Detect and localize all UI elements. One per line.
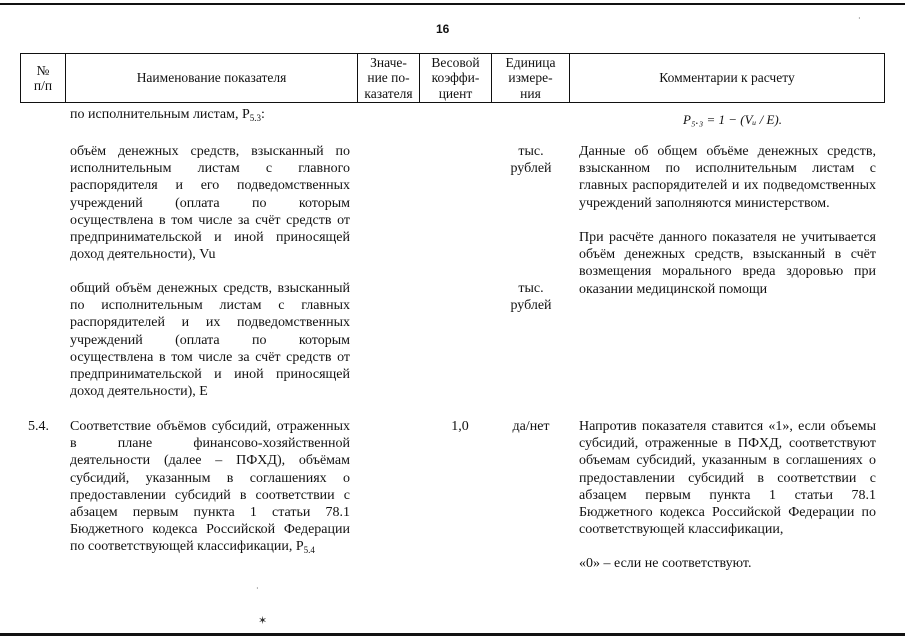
row-5-4-number: 5.4.: [28, 419, 49, 434]
carry-over-sub: 5.3: [249, 113, 262, 123]
row-5-4-unit: да/нет: [512, 419, 550, 434]
row-5-4-comment: Напротив показателя ставится «1», если объемы субсидий, отраженные в ПФХД, соответствуют объемам субсидий, указанным в соглашениях о предоставлении субсидий в соответствии с абзацем первым пункта 1 статьи 78.1 Бюджетного кодекса Российской Федерации по соответствующей классификации,: [579, 419, 876, 538]
carry-over-suffix: :: [261, 107, 265, 122]
top-rule: [0, 3, 905, 5]
header-name-label: Наименование показателя: [136, 70, 287, 86]
bottom-rule: [0, 633, 905, 636]
header-comment-label: Комментарии к расчету: [659, 70, 795, 86]
header-value: [357, 53, 419, 103]
header-weight-line3: циент: [438, 85, 473, 101]
comment-data-source: Данные об общем объёме денежных средств, взысканном по исполнительным листам с главных распорядителей и их подведомственных учреждений заполняются министерством.: [579, 144, 876, 211]
header-unit-line2: измере-: [508, 70, 553, 86]
header-weight-line1: Весовой: [431, 54, 480, 70]
indicator-vu-name: объём денежных средств, взысканный по исполнительным листам с главного распорядителя и его подведомственных учреждений (оплата по которым осуществлена в том числе за счёт средств от предпринимательской и иной приносящей доход деятельности), Vu: [70, 144, 350, 263]
scan-speck: ·: [858, 14, 861, 23]
header-num-line2: п/п: [33, 78, 53, 93]
formula-p53: P₅.₃ = 1 − (Vᵤ / E).: [683, 112, 782, 127]
header-weight: [419, 53, 491, 103]
scan-speck: ·: [256, 584, 259, 593]
indicator-e-name: общий объём денежных средств, взысканный по исполнительным листам с главных распорядителей и их подведомственных учреждений (оплата по которым осуществлена в том числе за счёт средств от предпринимательской и иной приносящей доход деятельности), E: [70, 281, 350, 400]
carry-over-text: [70, 106, 360, 127]
header-unit-line1: Единица: [505, 54, 556, 70]
header-unit: [491, 53, 569, 103]
comment-exclusion: При расчёте данного показателя не учитывается объём денежных средств, взысканный в счёт возмещения морального вреда здоровью при оказании медицинской помощи: [579, 230, 876, 297]
header-num-line1: №: [36, 62, 50, 78]
header-weight-line2: коэффи-: [431, 70, 480, 86]
row-5-4-name-text: Соответствие объёмов субсидий, отраженных в плане финансово-хозяйственной деятельности (далее – ПФХД), объёмам субсидий, указанным в соглашениях о предоставлении субсидий в соответствии с абзацем первым пункта 1 статьи 78.1 Бюджетного кодекса Российской Федерации по соответствующей классификации, P: [70, 419, 350, 555]
page-number: 16: [436, 22, 450, 36]
carry-over-main: по исполнительным листам, P: [70, 107, 250, 122]
header-num: [20, 53, 65, 103]
indicator-e-unit: тыс. рублей: [510, 281, 552, 314]
indicator-vu-unit: тыс. рублей: [510, 144, 552, 177]
header-value-line2: ние по-: [367, 70, 410, 86]
row-5-4-name-sub: 5.4: [303, 545, 315, 556]
header-unit-line3: ния: [520, 85, 541, 101]
row-5-4-comment-zero: «0» – если не соответствуют.: [579, 556, 752, 571]
row-5-4-weight: 1,0: [451, 419, 469, 434]
scan-speck: ✶: [258, 615, 268, 627]
header-value-line3: казателя: [364, 85, 413, 101]
row-5-4-name: [70, 418, 350, 560]
header-name: [65, 53, 357, 103]
header-comment: [569, 53, 885, 103]
header-value-line1: Значе-: [370, 54, 407, 70]
